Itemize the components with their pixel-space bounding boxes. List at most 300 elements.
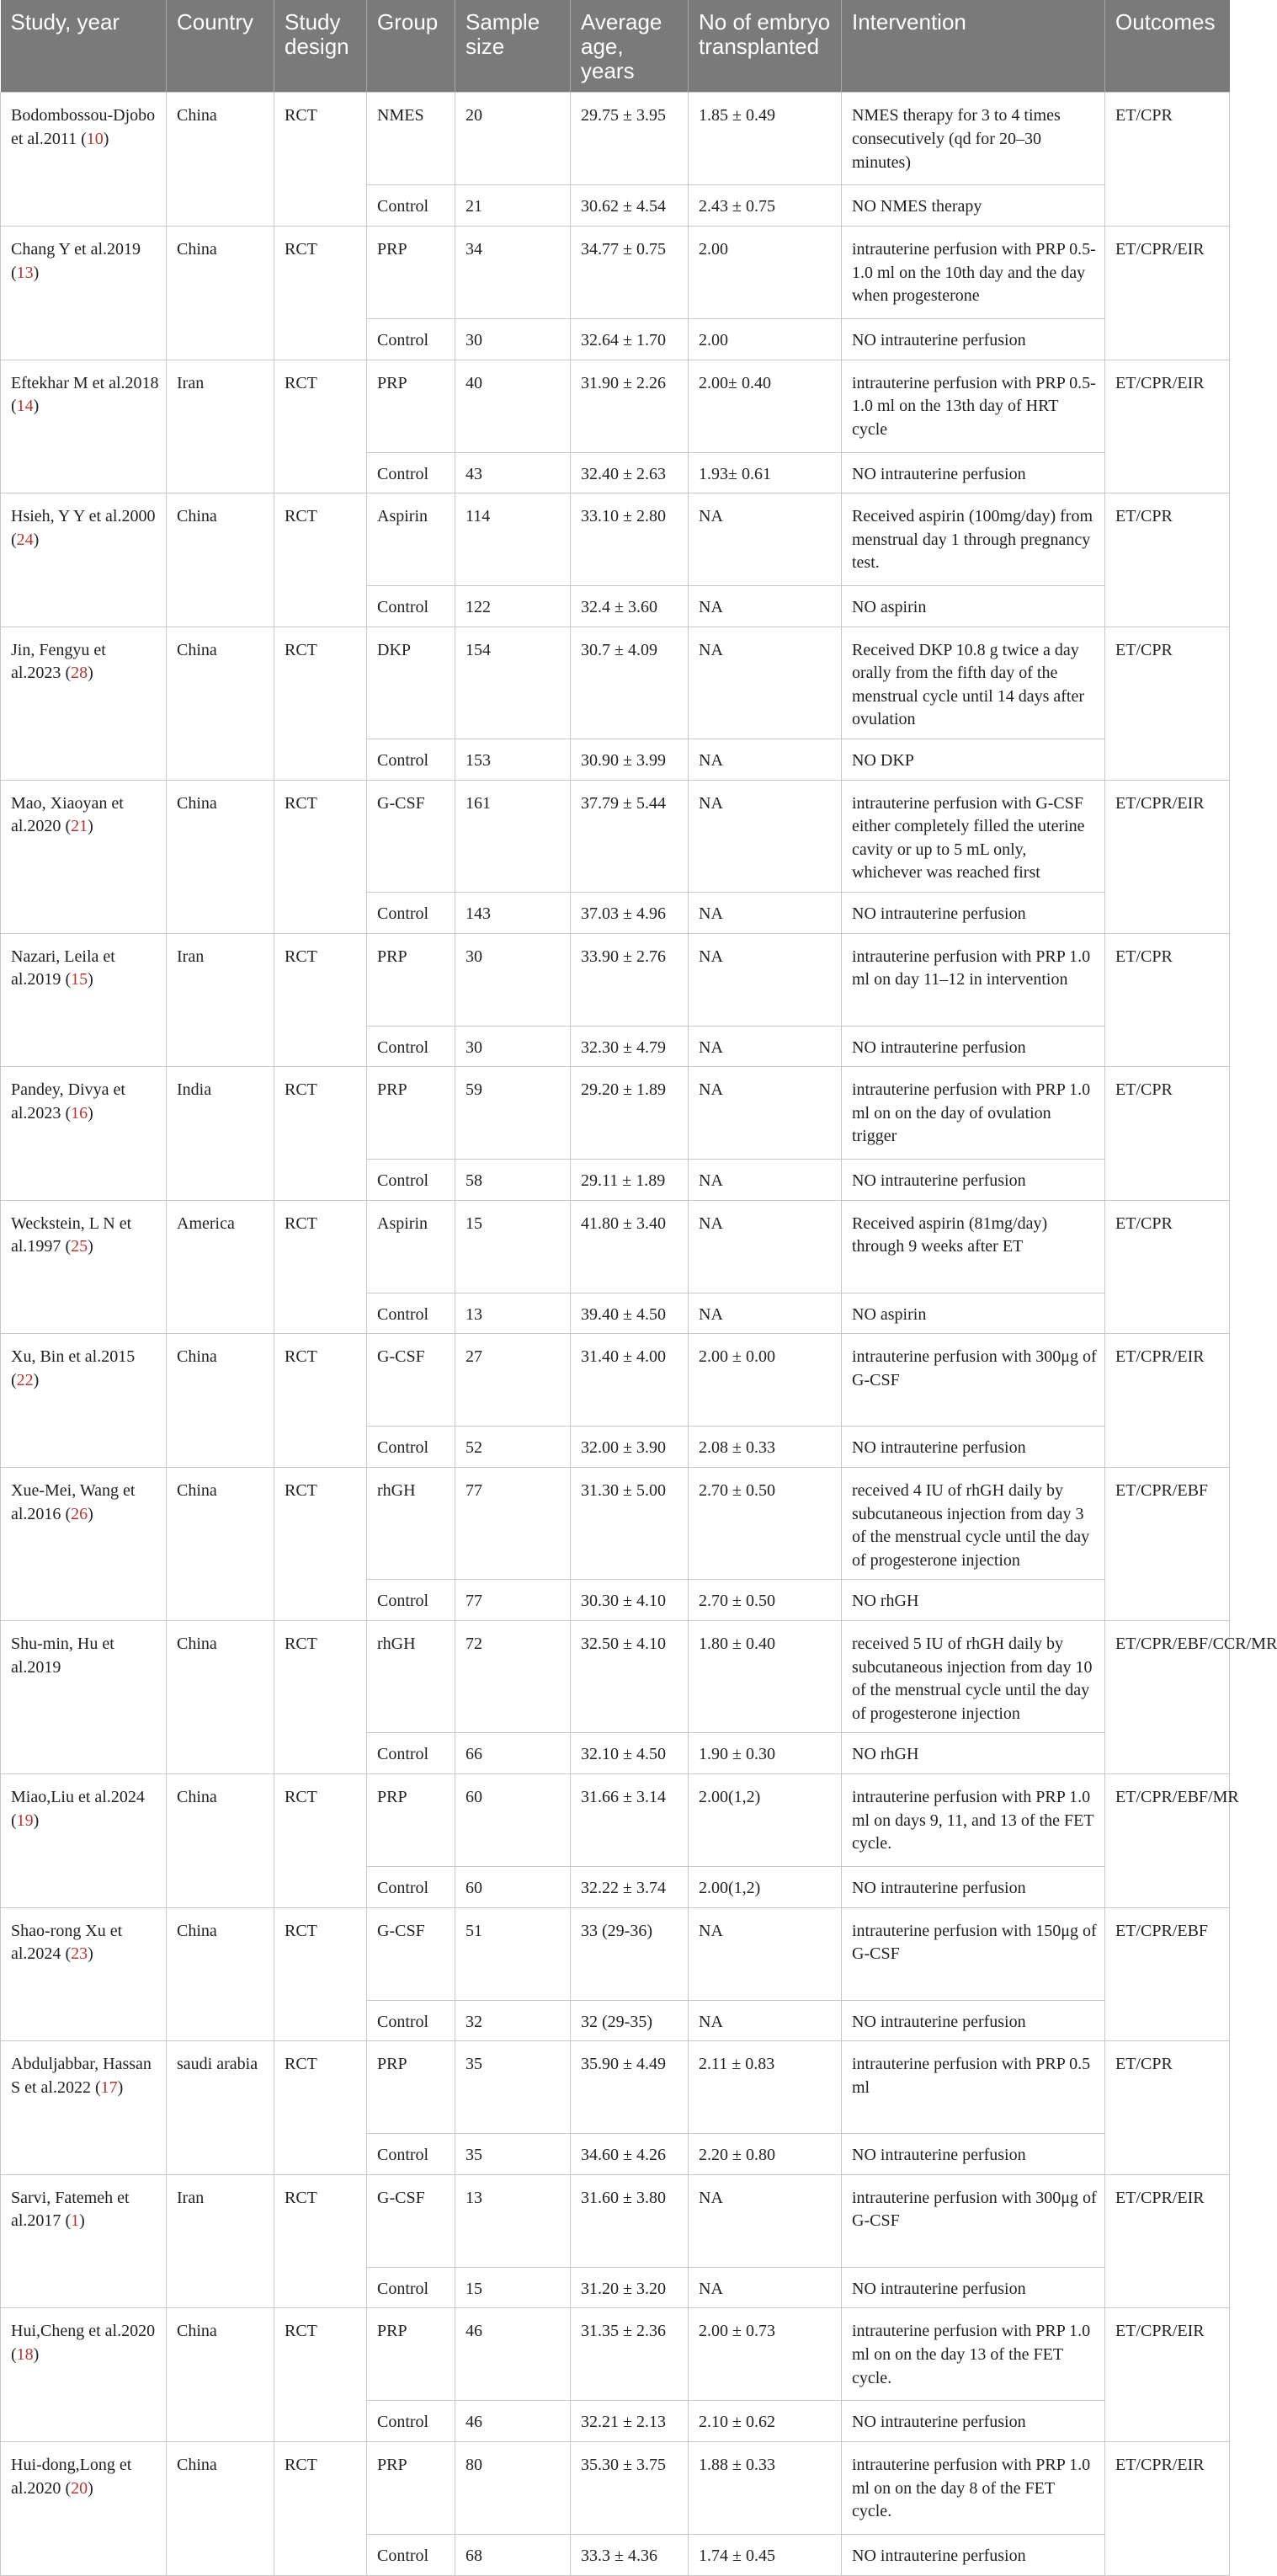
cell-group: PRP: [367, 1067, 455, 1160]
table-row: [1, 2041, 1230, 2134]
cell-country: China: [167, 2308, 274, 2442]
cell-average-age: 31.90 ± 2.26: [571, 360, 689, 452]
cell-intervention: intrauterine perfusion with PRP 0.5-1.0 ml on the 13th day of HRT cycle: [842, 360, 1105, 452]
cell-embryo-count: 1.93± 0.61: [689, 452, 842, 493]
cell-intervention: NMES therapy for 3 to 4 times consecutively (qd for 20–30 minutes): [842, 93, 1105, 185]
cell-group: PRP: [367, 933, 455, 1026]
cell-embryo-count: NA: [689, 2267, 842, 2308]
study-name: Miao,Liu et al.2024: [11, 1787, 145, 1806]
cell-study-year: Bodombossou-Djobo et al.2011 (10): [1, 93, 167, 227]
cell-group: NMES: [367, 93, 455, 185]
cell-average-age: 32.4 ± 3.60: [571, 586, 689, 627]
cell-average-age: 30.7 ± 4.09: [571, 627, 689, 739]
cell-embryo-count: 1.80 ± 0.40: [689, 1620, 842, 1732]
citation-ref: 14: [16, 397, 34, 416]
cell-sample-size: 51: [455, 1907, 571, 2000]
cell-average-age: 32.00 ± 3.90: [571, 1427, 689, 1468]
cell-study-design: RCT: [274, 2041, 367, 2175]
cell-group: DKP: [367, 627, 455, 739]
cell-outcomes: ET/CPR/EIR: [1105, 2441, 1230, 2575]
cell-country: China: [167, 1907, 274, 2041]
cell-average-age: 30.90 ± 3.99: [571, 739, 689, 781]
cell-group: PRP: [367, 226, 455, 318]
cell-study-year: Pandey, Divya et al.2023 (16): [1, 1067, 167, 1201]
study-name: Shu-min, Hu et al.2019: [11, 1634, 114, 1677]
cell-average-age: 32.40 ± 2.63: [571, 452, 689, 493]
cell-country: China: [167, 226, 274, 360]
cell-average-age: 32.22 ± 3.74: [571, 1866, 689, 1907]
citation-ref: 20: [71, 2478, 88, 2498]
cell-embryo-count: NA: [689, 1160, 842, 1201]
cell-study-year: Hui,Cheng et al.2020 (18): [1, 2308, 167, 2442]
cell-study-design: RCT: [274, 1067, 367, 1201]
cell-study-design: RCT: [274, 2308, 367, 2442]
table-row: [1, 1468, 1230, 1580]
study-name: Nazari, Leila et al.2019: [11, 947, 115, 989]
cell-group: PRP: [367, 2041, 455, 2134]
cell-intervention: NO NMES therapy: [842, 185, 1105, 227]
cell-group: Control: [367, 2000, 455, 2041]
cell-group: G-CSF: [367, 2174, 455, 2267]
cell-average-age: 32.10 ± 4.50: [571, 1733, 689, 1774]
cell-sample-size: 15: [455, 1200, 571, 1293]
cell-average-age: 31.20 ± 3.20: [571, 2267, 689, 2308]
cell-group: G-CSF: [367, 1907, 455, 2000]
cell-embryo-count: NA: [689, 493, 842, 586]
cell-sample-size: 161: [455, 780, 571, 892]
cell-study-year: Xue-Mei, Wang et al.2016 (26): [1, 1468, 167, 1621]
cell-sample-size: 60: [455, 1866, 571, 1907]
cell-sample-size: 32: [455, 2000, 571, 2041]
cell-study-year: Shao-rong Xu et al.2024 (23): [1, 1907, 167, 2041]
cell-group: Control: [367, 739, 455, 781]
cell-intervention: NO rhGH: [842, 1733, 1105, 1774]
table-row: [1, 2174, 1230, 2267]
cell-intervention: intrauterine perfusion with PRP 0.5 ml: [842, 2041, 1105, 2134]
citation-ref: 18: [16, 2344, 34, 2364]
cell-group: Control: [367, 2534, 455, 2575]
cell-country: China: [167, 493, 274, 627]
cell-sample-size: 35: [455, 2134, 571, 2175]
cell-study-design: RCT: [274, 2441, 367, 2575]
study-name: Sarvi, Fatemeh et al.2017: [11, 2188, 130, 2231]
cell-sample-size: 122: [455, 586, 571, 627]
study-name: Chang Y et al.2019: [11, 239, 141, 259]
cell-group: Control: [367, 1733, 455, 1774]
citation-ref: 24: [16, 530, 34, 549]
cell-study-design: RCT: [274, 226, 367, 360]
cell-intervention: NO intrauterine perfusion: [842, 2134, 1105, 2175]
cell-average-age: 29.75 ± 3.95: [571, 93, 689, 185]
cell-sample-size: 60: [455, 1773, 571, 1866]
table-row: [1, 933, 1230, 1026]
cell-embryo-count: 1.88 ± 0.33: [689, 2441, 842, 2534]
cell-intervention: NO intrauterine perfusion: [842, 1026, 1105, 1067]
cell-country: China: [167, 780, 274, 933]
cell-sample-size: 15: [455, 2267, 571, 2308]
cell-embryo-count: 2.00: [689, 226, 842, 318]
cell-intervention: NO intrauterine perfusion: [842, 1160, 1105, 1201]
cell-sample-size: 72: [455, 1620, 571, 1732]
cell-study-design: RCT: [274, 1907, 367, 2041]
cell-embryo-count: 2.08 ± 0.33: [689, 1427, 842, 1468]
cell-study-design: RCT: [274, 1334, 367, 1468]
cell-group: G-CSF: [367, 1334, 455, 1427]
table-row: [1, 1620, 1230, 1732]
cell-group: rhGH: [367, 1620, 455, 1732]
cell-sample-size: 20: [455, 93, 571, 185]
cell-embryo-count: 2.00(1,2): [689, 1866, 842, 1907]
cell-study-year: Hsieh, Y Y et al.2000 (24): [1, 493, 167, 627]
cell-country: China: [167, 627, 274, 780]
cell-intervention: Received aspirin (100mg/day) from menstrual day 1 through pregnancy test.: [842, 493, 1105, 586]
table-row: [1, 360, 1230, 452]
cell-group: Control: [367, 2134, 455, 2175]
cell-embryo-count: 1.85 ± 0.49: [689, 93, 842, 185]
cell-embryo-count: 2.00± 0.40: [689, 360, 842, 452]
cell-study-design: RCT: [274, 627, 367, 780]
table-row: [1, 1200, 1230, 1293]
study-name: Eftekhar M et al.2018: [11, 373, 159, 392]
cell-embryo-count: 1.74 ± 0.45: [689, 2534, 842, 2575]
cell-average-age: 29.20 ± 1.89: [571, 1067, 689, 1160]
citation-ref: 15: [71, 970, 88, 989]
cell-embryo-count: 2.00 ± 0.73: [689, 2308, 842, 2401]
cell-sample-size: 154: [455, 627, 571, 739]
study-name: Hui,Cheng et al.2020: [11, 2322, 156, 2341]
cell-embryo-count: 2.70 ± 0.50: [689, 1580, 842, 1621]
cell-intervention: intrauterine perfusion with PRP 1.0 ml on on the day 13 of the FET cycle.: [842, 2308, 1105, 2401]
cell-outcomes: ET/CPR/EIR: [1105, 780, 1230, 933]
cell-average-age: 41.80 ± 3.40: [571, 1200, 689, 1293]
cell-intervention: NO intrauterine perfusion: [842, 2000, 1105, 2041]
cell-sample-size: 80: [455, 2441, 571, 2534]
cell-embryo-count: NA: [689, 933, 842, 1026]
header-group: Group: [367, 0, 455, 93]
cell-intervention: intrauterine perfusion with PRP 0.5-1.0 ml on the 10th day and the day when progesterone: [842, 226, 1105, 318]
cell-intervention: intrauterine perfusion with 150μg of G-CSF: [842, 1907, 1105, 2000]
citation-ref: 22: [16, 1371, 34, 1390]
table-row: [1, 1773, 1230, 1866]
table-row: [1, 1067, 1230, 1160]
cell-outcomes: ET/CPR: [1105, 493, 1230, 627]
cell-outcomes: ET/CPR/EBF: [1105, 1907, 1230, 2041]
cell-average-age: 39.40 ± 4.50: [571, 1293, 689, 1334]
study-name: Xu, Bin et al.2015: [11, 1347, 136, 1367]
cell-sample-size: 77: [455, 1468, 571, 1580]
cell-outcomes: ET/CPR/EBF/MR: [1105, 1773, 1230, 1907]
cell-embryo-count: NA: [689, 2000, 842, 2041]
cell-average-age: 31.66 ± 3.14: [571, 1773, 689, 1866]
cell-outcomes: ET/CPR/EIR: [1105, 2308, 1230, 2442]
cell-study-year: Jin, Fengyu et al.2023 (28): [1, 627, 167, 780]
study-name: Shao-rong Xu et al.2024: [11, 1921, 123, 1964]
cell-study-year: Mao, Xiaoyan et al.2020 (21): [1, 780, 167, 933]
cell-study-design: RCT: [274, 93, 367, 227]
cell-group: PRP: [367, 360, 455, 452]
cell-country: saudi arabia: [167, 2041, 274, 2175]
cell-embryo-count: 2.70 ± 0.50: [689, 1468, 842, 1580]
citation-ref: 25: [71, 1237, 88, 1256]
cell-study-year: Xu, Bin et al.2015 (22): [1, 1334, 167, 1468]
cell-outcomes: ET/CPR: [1105, 933, 1230, 1067]
cell-group: Control: [367, 893, 455, 934]
cell-embryo-count: NA: [689, 1907, 842, 2000]
citation-ref: 28: [71, 664, 88, 683]
cell-country: India: [167, 1067, 274, 1201]
citation-ref: 16: [71, 1103, 88, 1123]
cell-study-year: Chang Y et al.2019 (13): [1, 226, 167, 360]
cell-group: PRP: [367, 1773, 455, 1866]
table-header: [1, 0, 1230, 93]
cell-embryo-count: NA: [689, 586, 842, 627]
cell-embryo-count: 2.10 ± 0.62: [689, 2401, 842, 2442]
header-embryo-transplanted: No of embryo transplanted: [689, 0, 842, 93]
cell-outcomes: ET/CPR/EIR: [1105, 226, 1230, 360]
cell-country: Iran: [167, 360, 274, 493]
cell-intervention: NO aspirin: [842, 1293, 1105, 1334]
cell-sample-size: 30: [455, 933, 571, 1026]
cell-study-year: Nazari, Leila et al.2019 (15): [1, 933, 167, 1067]
cell-intervention: NO intrauterine perfusion: [842, 893, 1105, 934]
cell-outcomes: ET/CPR: [1105, 627, 1230, 780]
cell-study-design: RCT: [274, 1773, 367, 1907]
cell-country: Iran: [167, 933, 274, 1067]
cell-average-age: 31.40 ± 4.00: [571, 1334, 689, 1427]
cell-group: PRP: [367, 2308, 455, 2401]
cell-embryo-count: 2.00: [689, 318, 842, 360]
cell-outcomes: ET/CPR/EIR: [1105, 1334, 1230, 1468]
cell-group: G-CSF: [367, 780, 455, 892]
cell-group: Control: [367, 1427, 455, 1468]
cell-average-age: 32 (29-35): [571, 2000, 689, 2041]
study-name: Xue-Mei, Wang et al.2016: [11, 1481, 136, 1523]
cell-average-age: 33 (29-36): [571, 1907, 689, 2000]
cell-embryo-count: 2.20 ± 0.80: [689, 2134, 842, 2175]
table-row: [1, 2308, 1230, 2401]
table-row: [1, 226, 1230, 318]
cell-intervention: intrauterine perfusion with 300μg of G-CSF: [842, 2174, 1105, 2267]
cell-sample-size: 66: [455, 1733, 571, 1774]
cell-sample-size: 46: [455, 2401, 571, 2442]
cell-country: China: [167, 2441, 274, 2575]
cell-outcomes: ET/CPR: [1105, 1067, 1230, 1201]
study-name: Hsieh, Y Y et al.2000: [11, 507, 156, 526]
cell-embryo-count: 2.00(1,2): [689, 1773, 842, 1866]
study-name: Weckstein, L N et al.1997: [11, 1213, 132, 1256]
cell-average-age: 31.60 ± 3.80: [571, 2174, 689, 2267]
cell-average-age: 31.30 ± 5.00: [571, 1468, 689, 1580]
header-sample-size: Sample size: [455, 0, 571, 93]
citation-ref: 21: [71, 817, 88, 836]
cell-intervention: Received DKP 10.8 g twice a day orally from the fifth day of the menstrual cycle until 14 days after ovulation: [842, 627, 1105, 739]
cell-sample-size: 30: [455, 1026, 571, 1067]
cell-embryo-count: NA: [689, 780, 842, 892]
cell-intervention: Received aspirin (81mg/day) through 9 weeks after ET: [842, 1200, 1105, 1293]
cell-embryo-count: NA: [689, 1200, 842, 1293]
cell-intervention: intrauterine perfusion with PRP 1.0 ml on on the day 8 of the FET cycle.: [842, 2441, 1105, 2534]
cell-intervention: NO intrauterine perfusion: [842, 2267, 1105, 2308]
cell-outcomes: ET/CPR/EIR: [1105, 2174, 1230, 2308]
study-name: Abduljabbar, Hassan S et al.2022: [11, 2055, 152, 2097]
cell-sample-size: 52: [455, 1427, 571, 1468]
cell-sample-size: 40: [455, 360, 571, 452]
cell-study-year: Sarvi, Fatemeh et al.2017 (1): [1, 2174, 167, 2308]
citation-ref: 26: [71, 1504, 88, 1523]
header-study-year: Study, year: [1, 0, 167, 93]
cell-sample-size: 68: [455, 2534, 571, 2575]
cell-group: Control: [367, 1580, 455, 1621]
citation-ref: 23: [71, 1944, 88, 1964]
cell-sample-size: 30: [455, 318, 571, 360]
cell-intervention: intrauterine perfusion with PRP 1.0 ml on days 9, 11, and 13 of the FET cycle.: [842, 1773, 1105, 1866]
cell-intervention: intrauterine perfusion with PRP 1.0 ml on on the day of ovulation trigger: [842, 1067, 1105, 1160]
cell-outcomes: ET/CPR/EIR: [1105, 360, 1230, 493]
cell-sample-size: 114: [455, 493, 571, 586]
cell-sample-size: 46: [455, 2308, 571, 2401]
cell-intervention: intrauterine perfusion with PRP 1.0 ml on day 11–12 in intervention: [842, 933, 1105, 1026]
cell-country: China: [167, 1468, 274, 1621]
table-row: [1, 780, 1230, 892]
cell-average-age: 37.79 ± 5.44: [571, 780, 689, 892]
cell-study-year: Abduljabbar, Hassan S et al.2022 (17): [1, 2041, 167, 2175]
header-country: Country: [167, 0, 274, 93]
cell-group: Control: [367, 2401, 455, 2442]
cell-sample-size: 58: [455, 1160, 571, 1201]
cell-study-year: Eftekhar M et al.2018 (14): [1, 360, 167, 493]
study-name: Hui-dong,Long et al.2020: [11, 2455, 132, 2498]
cell-country: China: [167, 1334, 274, 1468]
cell-embryo-count: 1.90 ± 0.30: [689, 1733, 842, 1774]
cell-intervention: NO intrauterine perfusion: [842, 2534, 1105, 2575]
cell-intervention: intrauterine perfusion with 300μg of G-CSF: [842, 1334, 1105, 1427]
cell-group: Control: [367, 2267, 455, 2308]
cell-country: China: [167, 1620, 274, 1773]
cell-average-age: 30.62 ± 4.54: [571, 185, 689, 227]
table-row: [1, 1907, 1230, 2000]
cell-average-age: 32.30 ± 4.79: [571, 1026, 689, 1067]
cell-group: Aspirin: [367, 1200, 455, 1293]
cell-study-year: Miao,Liu et al.2024 (19): [1, 1773, 167, 1907]
cell-intervention: NO intrauterine perfusion: [842, 318, 1105, 360]
cell-group: Control: [367, 185, 455, 227]
cell-intervention: received 5 IU of rhGH daily by subcutaneous injection from day 10 of the menstrual cycle until the day of progesterone injection: [842, 1620, 1105, 1732]
table-row: [1, 627, 1230, 739]
cell-country: China: [167, 1773, 274, 1907]
cell-study-year: [1, 1620, 167, 1773]
cell-intervention: NO intrauterine perfusion: [842, 1427, 1105, 1468]
cell-study-design: RCT: [274, 780, 367, 933]
cell-average-age: 35.90 ± 4.49: [571, 2041, 689, 2134]
table-row: [1, 93, 1230, 185]
cell-country: Iran: [167, 2174, 274, 2308]
cell-sample-size: 13: [455, 1293, 571, 1334]
cell-group: Control: [367, 586, 455, 627]
cell-average-age: 33.90 ± 2.76: [571, 933, 689, 1026]
cell-outcomes: ET/CPR/EBF: [1105, 1468, 1230, 1621]
cell-outcomes: ET/CPR: [1105, 2041, 1230, 2175]
cell-intervention: NO rhGH: [842, 1580, 1105, 1621]
cell-sample-size: 153: [455, 739, 571, 781]
cell-embryo-count: NA: [689, 627, 842, 739]
cell-outcomes: ET/CPR: [1105, 1200, 1230, 1334]
cell-study-design: RCT: [274, 933, 367, 1067]
cell-embryo-count: 2.00 ± 0.00: [689, 1334, 842, 1427]
citation-ref: 10: [86, 129, 104, 148]
cell-average-age: 30.30 ± 4.10: [571, 1580, 689, 1621]
cell-average-age: 34.77 ± 0.75: [571, 226, 689, 318]
cell-outcomes: ET/CPR: [1105, 93, 1230, 227]
study-name: Jin, Fengyu et al.2023: [11, 640, 106, 683]
cell-study-design: RCT: [274, 1468, 367, 1621]
cell-intervention: NO aspirin: [842, 586, 1105, 627]
cell-intervention: NO DKP: [842, 739, 1105, 781]
cell-embryo-count: NA: [689, 1067, 842, 1160]
cell-sample-size: 27: [455, 1334, 571, 1427]
cell-group: Control: [367, 1160, 455, 1201]
cell-sample-size: 35: [455, 2041, 571, 2134]
cell-study-design: RCT: [274, 360, 367, 493]
cell-sample-size: 143: [455, 893, 571, 934]
cell-average-age: 33.10 ± 2.80: [571, 493, 689, 586]
cell-study-year: Hui-dong,Long et al.2020 (20): [1, 2441, 167, 2575]
cell-average-age: 32.50 ± 4.10: [571, 1620, 689, 1732]
cell-group: Aspirin: [367, 493, 455, 586]
cell-intervention: intrauterine perfusion with G-CSF either completely filled the uterine cavity or up to 5 mL only, whichever was reached first: [842, 780, 1105, 892]
cell-country: China: [167, 93, 274, 227]
cell-study-year: Weckstein, L N et al.1997 (25): [1, 1200, 167, 1334]
cell-study-design: RCT: [274, 1200, 367, 1334]
table-row: [1, 2441, 1230, 2534]
cell-intervention: received 4 IU of rhGH daily by subcutaneous injection from day 3 of the menstrual cycle until the day of progesterone injection: [842, 1468, 1105, 1580]
cell-average-age: 37.03 ± 4.96: [571, 893, 689, 934]
cell-group: rhGH: [367, 1468, 455, 1580]
header-intervention: Intervention: [842, 0, 1105, 93]
study-name: Bodombossou-Djobo et al.2011: [11, 106, 156, 148]
cell-intervention: NO intrauterine perfusion: [842, 452, 1105, 493]
cell-group: Control: [367, 1293, 455, 1334]
header-average-age: Average age, years: [571, 0, 689, 93]
cell-embryo-count: 2.43 ± 0.75: [689, 185, 842, 227]
cell-sample-size: 21: [455, 185, 571, 227]
cell-group: Control: [367, 1026, 455, 1067]
header-outcomes: Outcomes: [1105, 0, 1230, 93]
table-row: [1, 493, 1230, 586]
citation-ref: 19: [16, 1811, 34, 1830]
cell-average-age: 32.64 ± 1.70: [571, 318, 689, 360]
cell-average-age: 32.21 ± 2.13: [571, 2401, 689, 2442]
cell-intervention: NO intrauterine perfusion: [842, 2401, 1105, 2442]
cell-study-design: RCT: [274, 1620, 367, 1773]
cell-sample-size: 34: [455, 226, 571, 318]
cell-intervention: NO intrauterine perfusion: [842, 1866, 1105, 1907]
study-name: Mao, Xiaoyan et al.2020: [11, 793, 124, 836]
table-row: [1, 1334, 1230, 1427]
cell-average-age: 34.60 ± 4.26: [571, 2134, 689, 2175]
cell-embryo-count: NA: [689, 893, 842, 934]
citation-ref: 1: [71, 2211, 80, 2231]
study-name: Pandey, Divya et al.2023: [11, 1080, 125, 1123]
header-row: [1, 0, 1230, 93]
cell-study-design: RCT: [274, 493, 367, 627]
citation-ref: 13: [16, 263, 34, 282]
cell-average-age: 31.35 ± 2.36: [571, 2308, 689, 2401]
cell-country: America: [167, 1200, 274, 1334]
cell-outcomes: ET/CPR/EBF/CCR/MR: [1105, 1620, 1230, 1773]
table-body: [1, 93, 1277, 2575]
cell-embryo-count: NA: [689, 739, 842, 781]
citation-ref: 17: [100, 2077, 118, 2097]
